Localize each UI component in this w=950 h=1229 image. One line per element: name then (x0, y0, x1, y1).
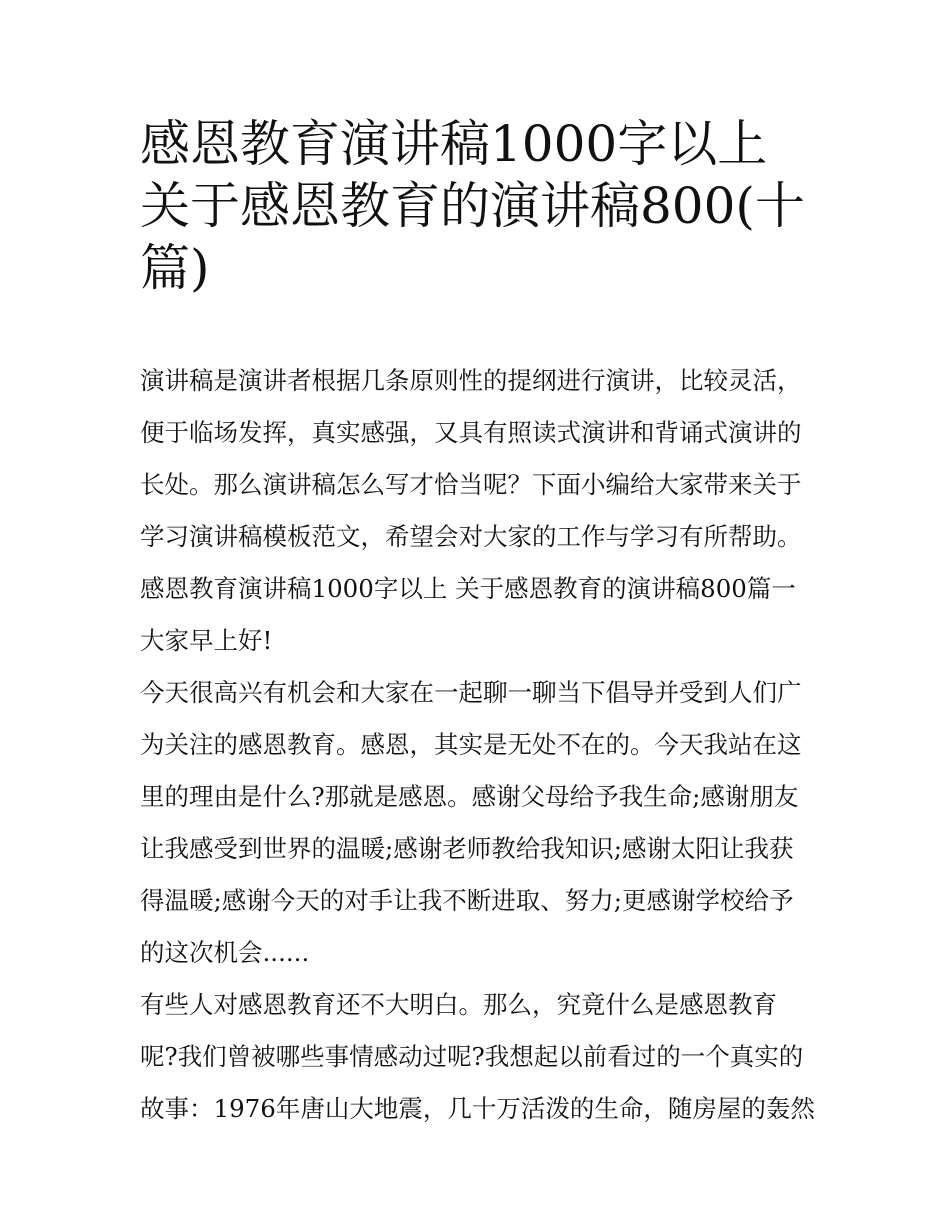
body-line: 演讲稿是演讲者根据几条原则性的提纲进行演讲，比较灵活， (140, 366, 802, 395)
body-line: 大家早上好! (140, 626, 273, 655)
body-line: 得温暖;感谢今天的对手让我不断进取、努力;更感谢学校给予 (140, 886, 794, 915)
body-line: 故事：1976年唐山大地震，几十万活泼的生命，随房屋的轰然 (140, 1094, 815, 1123)
title-line-1: 感恩教育演讲稿1000字以上 (140, 115, 768, 173)
body-line: 里的理由是什么?那就是感恩。感谢父母给予我生命;感谢朋友 (140, 782, 799, 811)
document-title (140, 113, 820, 299)
title-line-2: 关于感恩教育的演讲稿800(十 (140, 177, 805, 235)
body-line: 长处。那么演讲稿怎么写才恰当呢？下面小编给大家带来关于 (140, 470, 802, 499)
body-line: 学习演讲稿模板范文，希望会对大家的工作与学习有所帮助。 (140, 522, 802, 551)
document-body (140, 355, 830, 1135)
body-line: 感恩教育演讲稿1000字以上 关于感恩教育的演讲稿800篇一 (140, 574, 796, 603)
body-line: 今天很高兴有机会和大家在一起聊一聊当下倡导并受到人们广 (140, 678, 802, 707)
body-line: 呢?我们曾被哪些事情感动过呢?我想起以前看过的一个真实的 (140, 1042, 804, 1071)
title-line-3: 篇) (140, 239, 210, 297)
body-line: 为关注的感恩教育。感恩，其实是无处不在的。今天我站在这 (140, 730, 802, 759)
body-line: 有些人对感恩教育还不大明白。那么，究竟什么是感恩教育 (140, 990, 777, 1019)
body-line: 的这次机会...... (140, 938, 310, 967)
body-line: 便于临场发挥，真实感强，又具有照读式演讲和背诵式演讲的 (140, 418, 802, 447)
body-line: 让我感受到世界的温暖;感谢老师教给我知识;感谢太阳让我获 (140, 834, 794, 863)
